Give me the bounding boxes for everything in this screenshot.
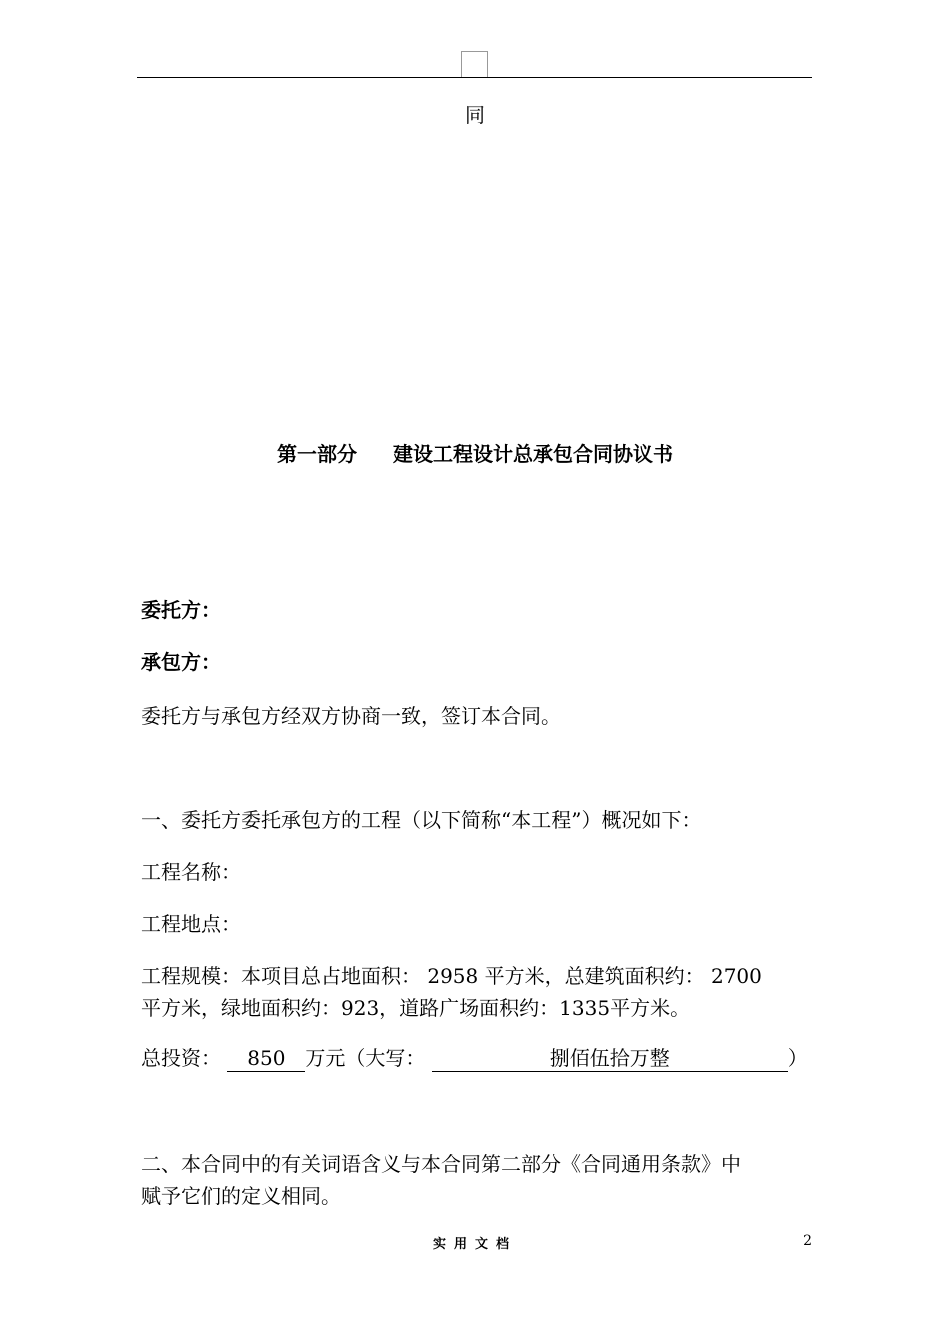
intro-paragraph: 委托方与承包方经双方协商一致，签订本合同。 <box>141 704 561 728</box>
section-2-line-2: 赋予它们的定义相同。 <box>141 1184 341 1208</box>
project-scale-line-2: 平方米，绿地面积约：923，道路广场面积约：1335平方米。 <box>141 996 691 1020</box>
section-1-heading: 一、委托方委托承包方的工程（以下简称“本工程”）概况如下： <box>141 808 702 832</box>
agreement-title: 建设工程设计总承包合同协议书 <box>393 442 673 466</box>
investment-unit: 万元（大写： <box>305 1046 426 1070</box>
project-location-field: 工程地点： <box>141 912 241 936</box>
investment-close: ） <box>787 1046 808 1070</box>
header-box <box>461 51 488 77</box>
project-scale-line-1: 工程规模：本项目总占地面积： 2958 平方米，总建筑面积约： 2700 <box>141 964 762 988</box>
investment-amount: 850 <box>227 1045 305 1072</box>
investment-label: 总投资： <box>141 1046 221 1070</box>
investment-amount-words: 捌佰伍拾万整 <box>432 1045 788 1072</box>
header-rule <box>137 77 812 78</box>
part-label: 第一部分 <box>277 442 357 466</box>
header-text: 同 <box>465 103 485 127</box>
project-name-field: 工程名称： <box>141 860 241 884</box>
part-title <box>0 438 950 467</box>
section-2-line-1: 二、本合同中的有关词语含义与本合同第二部分《合同通用条款》中 <box>141 1152 741 1176</box>
page-number: 2 <box>803 1233 812 1249</box>
footer-label: 实用文档 <box>432 1237 517 1252</box>
investment-line <box>141 1042 813 1074</box>
contractor-label: 承包方： <box>141 650 221 674</box>
client-label: 委托方： <box>141 598 221 622</box>
